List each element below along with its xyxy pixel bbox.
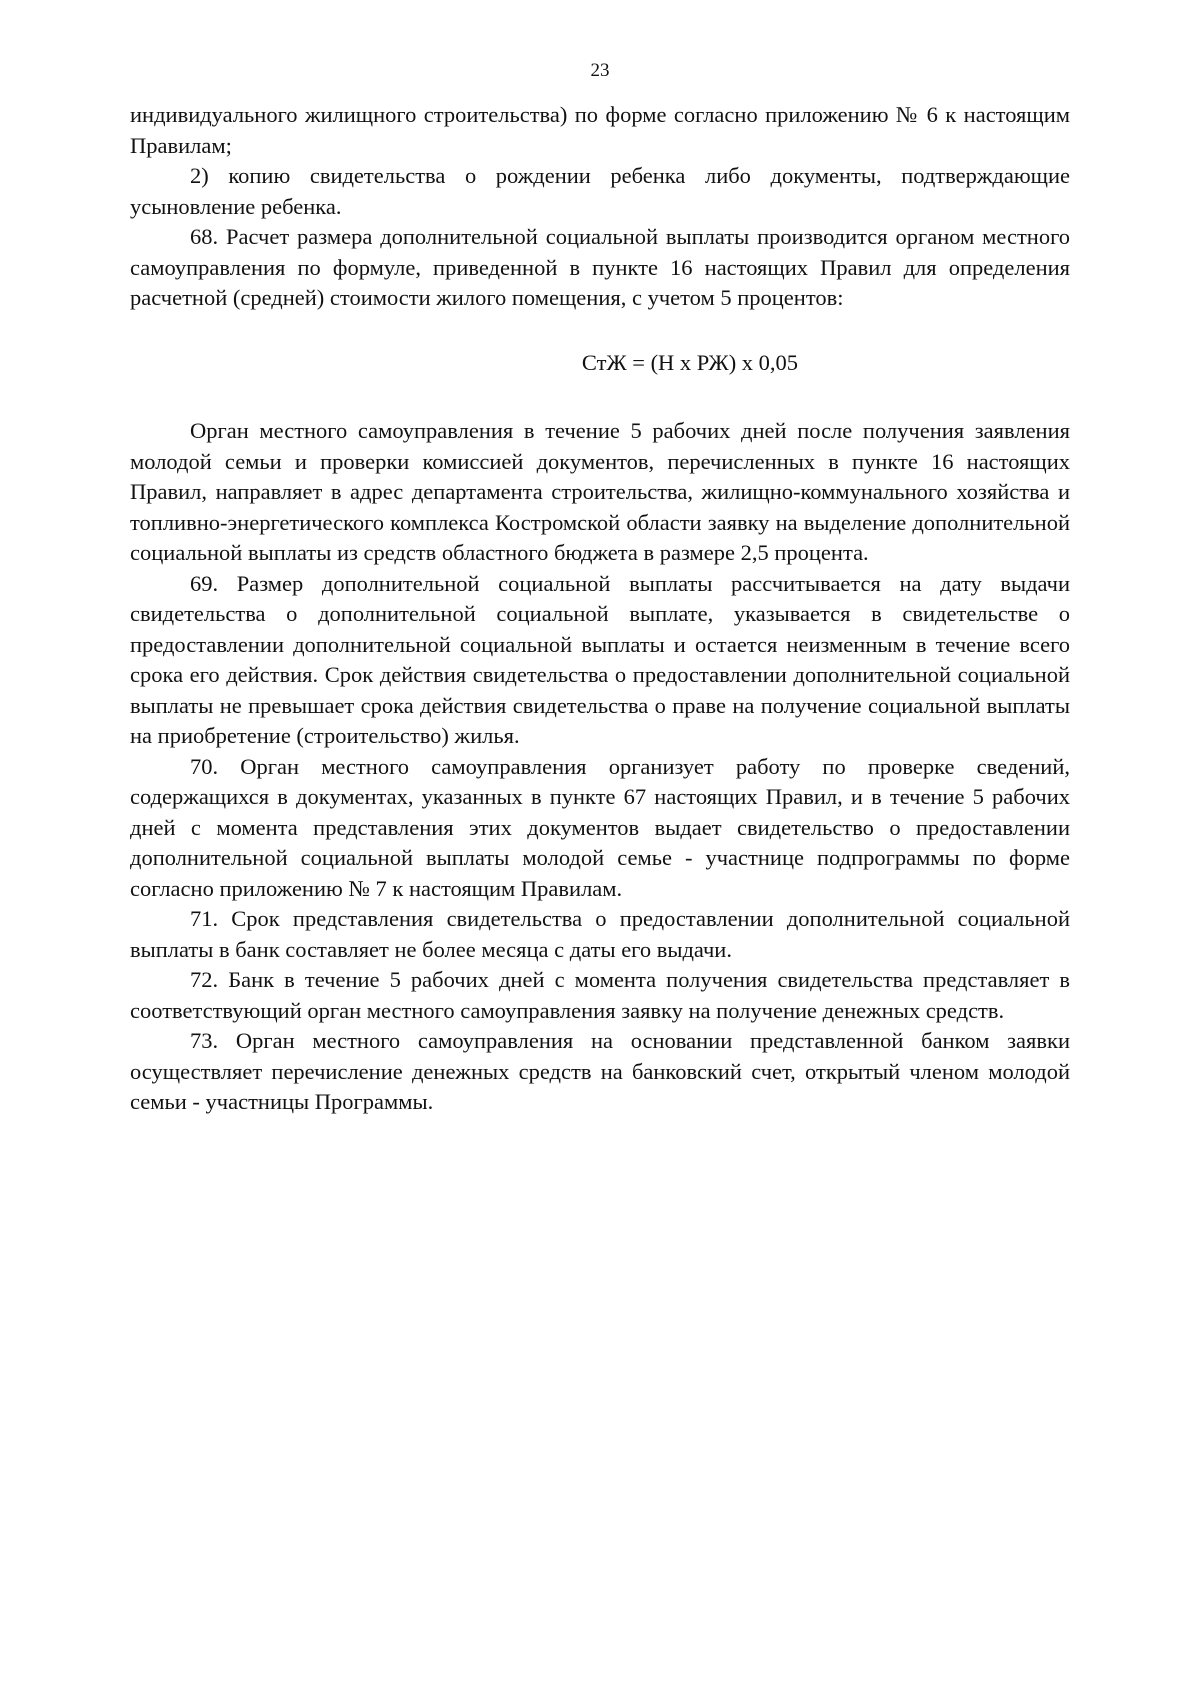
paragraph-item-2: 2) копию свидетельства о рождении ребенка либо документы, подтверждающие усыновление ребенка.: [130, 163, 1070, 219]
paragraph-71: 71. Срок представления свидетельства о предоставлении дополнительной социальной выплаты в банк составляет не более месяца с даты его выдачи.: [130, 906, 1070, 962]
paragraph-68-continued: Орган местного самоуправления в течение 5 рабочих дней после получения заявления молодой семьи и проверки комиссией документов, перечисленных в пункте 16 настоящих Правил, направляет в адрес департамента строительства, жилищно-коммунального хозяйства и топливно-энергетического комплекса Костромской области заявку на выделение дополнительной социальной выплаты из средств областного бюджета в размере 2,5 процента.: [130, 418, 1070, 565]
paragraph-73: 73. Орган местного самоуправления на основании представленной банком заявки осуществляет перечисление денежных средств на банковский счет, открытый членом молодой семьи - участницы Программы.: [130, 1028, 1070, 1114]
formula: СтЖ = (Н х РЖ) х 0,05: [581, 349, 799, 375]
paragraph-72: 72. Банк в течение 5 рабочих дней с момента получения свидетельства представляет в соответствующий орган местного самоуправления заявку на получение денежных средств.: [130, 967, 1070, 1023]
paragraph-continuation: индивидуального жилищного строительства) по форме согласно приложению № 6 к настоящим Правилам;: [130, 102, 1070, 158]
paragraph-70: 70. Орган местного самоуправления организует работу по проверке сведений, содержащихся в документах, указанных в пункте 67 настоящих Правил, и в течение 5 рабочих дней с момента представления этих документов выдает свидетельство о предоставлении дополнительной социальной выплаты молодой семье - участнице подпрограммы по форме согласно приложению № 7 к настоящим Правилам.: [130, 753, 1070, 901]
paragraph-68: 68. Расчет размера дополнительной социальной выплаты производится органом местного самоуправления по формуле, приведенной в пункте 16 настоящих Правил для определения расчетной (средней) стоимости жилого помещения, с учетом 5 процентов:: [130, 224, 1070, 310]
page-number: 23: [590, 60, 610, 81]
paragraph-69: 69. Размер дополнительной социальной выплаты рассчитывается на дату выдачи свидетельства о дополнительной социальной выплате, указывается в свидетельстве о предоставлении дополнительной социальной выплаты и остается неизменным в течение всего срока его действия. Срок действия свидетельства о предоставлении дополнительной социальной выплаты не превышает срока действия свидетельства о праве на получение социальной выплаты на приобретение (строительство) жилья.: [130, 570, 1070, 748]
document-body: [130, 100, 1070, 1118]
